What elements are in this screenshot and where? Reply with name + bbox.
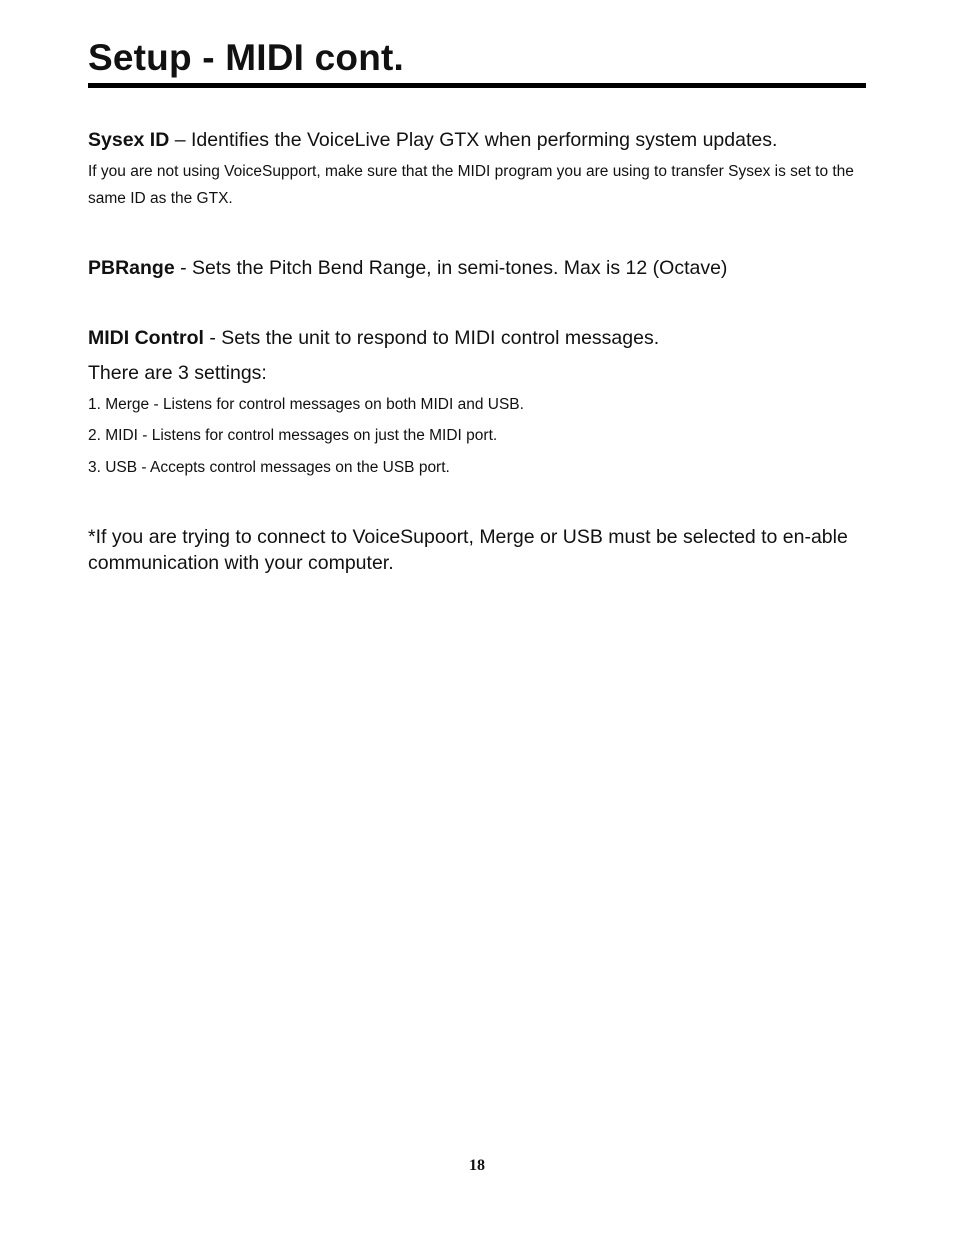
title-divider	[88, 83, 866, 88]
midi-control-description	[88, 325, 866, 351]
pbrange-description	[88, 255, 866, 281]
sysex-id-term: Sysex ID	[88, 129, 170, 151]
sysex-id-desc: – Identifies the VoiceLive Play GTX when performing system updates.	[169, 129, 778, 151]
midi-control-intro: There are 3 settings:	[88, 362, 267, 384]
pbrange-term: PBRange	[88, 257, 175, 279]
setting-item-merge: 1. Merge - Listens for control messages on both MIDI and USB.	[88, 396, 524, 413]
midi-control-desc: - Sets the unit to respond to MIDI control messages.	[203, 327, 660, 349]
setting-item-usb: 3. USB - Accepts control messages on the USB port.	[88, 459, 450, 476]
footnote: *If you are trying to connect to VoiceSupoort, Merge or USB must be selected to en-able communication with your computer.	[88, 526, 848, 574]
setting-item-midi: 2. MIDI - Listens for control messages on just the MIDI port.	[88, 427, 498, 444]
page-title: Setup - MIDI cont.	[88, 37, 405, 78]
sysex-id-description	[88, 127, 866, 153]
sysex-id-note: If you are not using VoiceSupport, make sure that the MIDI program you are using to transfer Sysex is set to the same ID as the GTX.	[88, 163, 854, 207]
midi-control-term: MIDI Control	[88, 327, 204, 349]
page-number: 18	[469, 1157, 485, 1174]
pbrange-desc: - Sets the Pitch Bend Range, in semi-tones. Max is 12 (Octave)	[174, 257, 728, 279]
